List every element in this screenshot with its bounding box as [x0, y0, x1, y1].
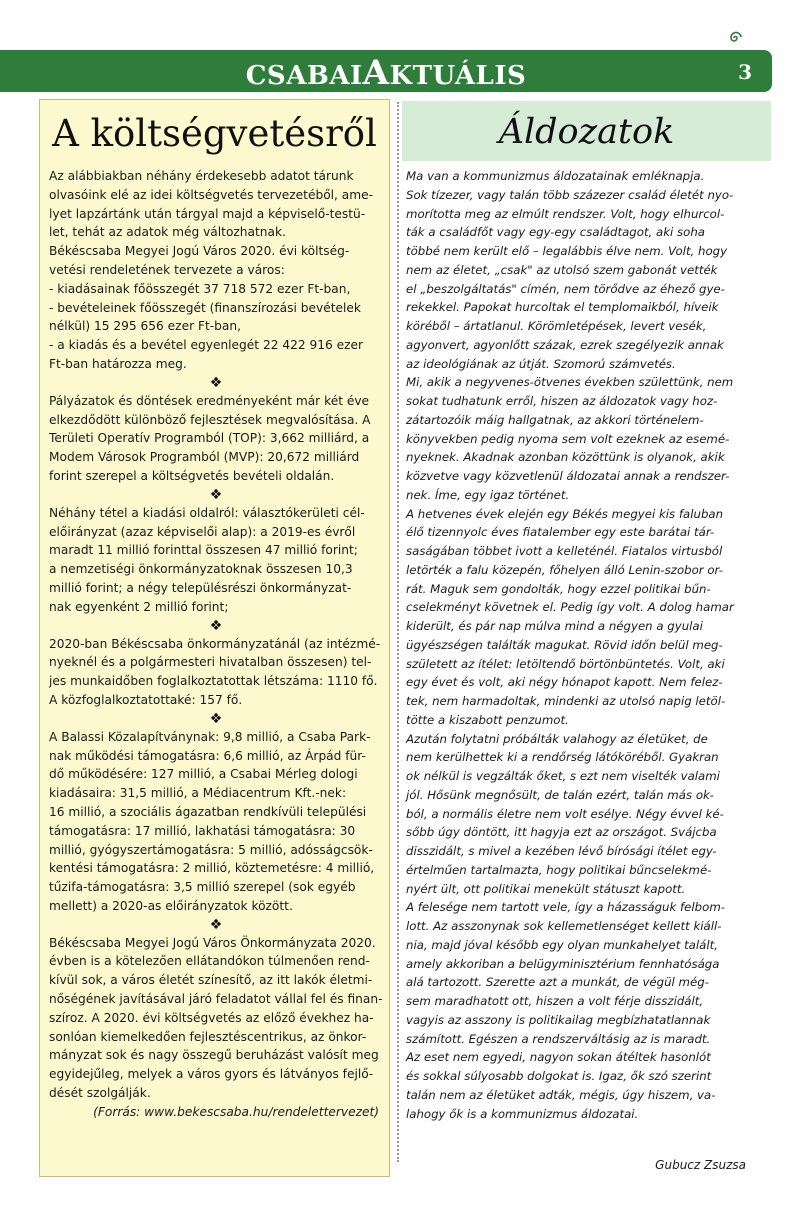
text-line: mellett) a 2020-as előirányzatok között. — [49, 898, 293, 913]
text-line: rekekkel. Papokat hurcoltak el templomaikból, híveik — [406, 300, 719, 315]
text-line: nak működési támogatásra: 6,6 millió, az Árpád für- — [49, 748, 366, 763]
text-line: jes munkaidőben foglalkoztatottak létszáma: 1110 fő. — [49, 674, 378, 689]
page-number: 3 — [738, 60, 752, 84]
author-name: Gubucz Zsuzsa — [655, 1158, 746, 1172]
text-line: cselekményt követnek el. Pedig így volt. A dolog hamar — [406, 600, 734, 615]
text-line: sőbb úgy döntött, itt hagyja ezt az országot. Svájcba — [406, 825, 717, 840]
text-line: ügyészségen találták magukat. Rövid időn belül meg- — [406, 637, 723, 652]
text-line: mányzat sok és nagy összegű beruházást valósít meg — [49, 1048, 379, 1063]
text-line: Ma van a kommunizmus áldozatainak emléknapja. — [406, 169, 705, 183]
ornament-divider: ❖ — [209, 710, 223, 727]
text-line: alá tartozott. Szerette azt a munkát, de végül még- — [406, 975, 709, 990]
column-divider — [397, 102, 399, 1162]
text-line: nyért ült, ott politikai menekült státuszt kapott. — [406, 881, 686, 896]
text-line: sem maradhatott ott, hiszen a volt férje disszidált, — [406, 994, 704, 1008]
text-line: Azután folytatni próbálták valahogy az életüket, de — [406, 731, 708, 746]
text-line: értelműen tartalmazta, hogy politikai bűncselekmé- — [406, 862, 712, 877]
text-line: nőségének javításával járó feladatot vállal fel és finan- — [49, 992, 383, 1007]
text-line: - a kiadás és a bevétel egyenlegét 22 422 916 ezer — [49, 338, 364, 353]
text-line: évben is a kötelezően ellátandókon túlmenően rend- — [49, 954, 370, 969]
ornament-divider: ❖ — [209, 916, 223, 933]
text-line: - kiadásainak főösszegét 37 718 572 ezer Ft-ban, — [49, 281, 351, 296]
text-line: többé nem került elő – legalábbis élve nem. Volt, hogy — [406, 244, 728, 258]
text-line: Békéscsaba Megyei Jogú Város 2020. évi költség- — [49, 244, 350, 259]
left-article-body — [49, 167, 383, 1122]
text-line: ból, a normális életre nem volt esélye. Négy évvel ké- — [406, 806, 724, 821]
text-line: - bevételeinek főösszegét (finanszírozási bevételek — [49, 300, 361, 315]
text-line: jól. Hősünk megnősült, de talán ezért, talán más ok- — [406, 787, 715, 802]
text-line: vetési rendeletének tervezete a város: — [49, 262, 285, 277]
text-line: amely akkoriban a belügyminisztérium fennhatósága — [406, 956, 720, 971]
text-line: Pályázatok és döntések eredményeként már két éve — [49, 393, 370, 408]
text-line: forint szerepel a költségvetés bevételi oldalán. — [49, 468, 335, 483]
text-line: Ft-ban határozza meg. — [49, 356, 187, 371]
text-line: maradt 11 millió forinttal összesen 47 millió forint; — [49, 543, 358, 558]
text-line: köréből – ártatlanul. Körömletépések, levert vesék, — [406, 319, 707, 333]
text-line: 2020-ban Békéscsaba önkormányzatánál (az intézmé- — [49, 636, 381, 651]
text-line: elkezdődött különböző fejlesztések megvalósítása. A — [49, 412, 371, 427]
text-line: lyet lapzártánk után tárgyal majd a képviselő-testü- — [49, 206, 366, 221]
text-line: morította meg az elmúlt rendszer. Volt, hogy elhurcol- — [406, 206, 725, 221]
text-line: sokat tudhatunk erről, hiszen az áldozatok vagy hoz- — [406, 394, 718, 408]
text-line: Modem Városok Programból (MVP): 20,672 milliárd — [49, 450, 360, 465]
text-line: nyeknél és a polgármesteri hivatalban összesen) tel- — [49, 655, 372, 670]
text-line: el „beszolgáltatás" címén, nem törődve az éhező gye- — [406, 281, 725, 296]
text-line: letörték a falu közepén, főhelyen álló Lenin-szobor or- — [406, 562, 723, 577]
right-article-body — [406, 167, 764, 1123]
masthead — [0, 50, 772, 92]
text-line: dését szolgálják. — [49, 1086, 151, 1101]
text-line: talán nem az életüket adták, mégis, úgy hiszem, va- — [406, 1087, 716, 1102]
text-line: a nemzetiségi önkormányzatoknak összesen 10,3 — [49, 562, 353, 577]
text-line: let, tehát az adatok még változhatnak. — [49, 225, 286, 240]
text-line: tötte a kiszabott penzumot. — [406, 712, 569, 727]
text-line: ták a családfőt vagy egy-egy családtagot, aki soha — [406, 225, 705, 240]
text-line: kívül sok, a város életét színesítő, az itt lakók életmi- — [49, 973, 373, 988]
text-line: szíroz. A 2020. évi költségvetés az előző évekhez ha- — [49, 1010, 374, 1025]
ornament-divider: ❖ — [209, 374, 223, 391]
text-line: és sokkal súlyosabb dolgokat is. Igaz, ők szó szerint — [406, 1069, 712, 1083]
text-line: Sok tízezer, vagy talán több százezer család életét nyo- — [406, 187, 734, 202]
text-line: Békéscsaba Megyei Jogú Város Önkormányzata 2020. — [49, 935, 376, 950]
text-line: Területi Operatív Programból (TOP): 3,662 milliárd, a — [49, 431, 370, 446]
text-line: kiadásaira: 31,5 millió, a Médiacentrum Kft.-nek: — [49, 786, 347, 801]
text-line: nak egyenként 2 millió forint; — [49, 599, 229, 614]
text-line: kentési támogatásra: 2 millió, köztemetésre: 4 millió, — [49, 861, 375, 876]
text-line: előirányzat (azaz képviselői alap): a 2019-es évről — [49, 524, 356, 539]
text-line: az ideológiának az útját. Szomorú számvetés. — [406, 356, 676, 371]
text-line: Az eset nem egyedi, nagyon sokan átéltek hasonlót — [406, 1050, 711, 1065]
text-line: nyeknek. Akadnak azonban közöttünk is olyanok, akik — [406, 450, 725, 465]
text-line: saságában többet ivott a kelleténél. Fiatalos virtusból — [406, 544, 723, 558]
text-line: A hetvenes évek elején egy Békés megyei kis faluban — [406, 506, 724, 521]
ornament-divider: ❖ — [209, 486, 223, 503]
spiral-logo-icon — [727, 31, 743, 45]
brand-part-1: CSABAI — [245, 61, 363, 91]
text-line: sonlóan kiemelkedően fejlesztéscentrikus, az önkor- — [49, 1029, 367, 1044]
text-line: nélkül) 15 295 656 ezer Ft-ban, — [49, 319, 241, 334]
text-line: nia, majd jóval később egy olyan munkahelyet talált, — [406, 937, 718, 952]
text-line: 16 millió, a szociális ágazatban rendkívüli települési — [49, 804, 367, 819]
text-line: nem kerülhettek ki a rendőrség látóköréből. Gyakran — [406, 750, 719, 765]
text-line: élő tizennyolc éves fiatalember egy este barátai tár- — [406, 525, 715, 540]
text-line: egy évet és volt, aki négy hónapot kapott. Nem felez- — [406, 675, 723, 690]
text-line: nek. Íme, egy igaz történet. — [406, 487, 570, 502]
text-line: A közfoglalkoztatottaké: 157 fő. — [49, 692, 243, 707]
source-line: (Forrás: www.bekescsaba.hu/rendelettervezet) — [93, 1104, 379, 1119]
text-line: tűzifa-támogatásra: 3,5 millió szerepel (sok egyéb — [49, 880, 356, 895]
text-line: dő működésére: 127 millió, a Csabai Mérleg dologi — [49, 767, 358, 782]
brand-part-2: KTUÁLIS — [389, 61, 527, 91]
text-line: ok nélkül is vegzálták őket, s ezt nem viselték valami — [406, 769, 720, 783]
text-line: lahogy ők is a kommunizmus áldozatai. — [406, 1106, 639, 1121]
text-line: számított. Egészen a rendszerváltásig az is maradt. — [406, 1031, 711, 1046]
text-line: közvetve vagy közvetlenül áldozatai annak a rendszer- — [406, 469, 730, 483]
text-line: millió, gyógyszertámogatásra: 5 millió, adósságcsök- — [49, 842, 373, 857]
text-line: Mi, akik a negyvenes-ötvenes években születtünk, nem — [406, 375, 734, 390]
text-line: A felesége nem tartott vele, így a házasságuk felbom- — [406, 900, 726, 915]
text-line: rát. Maguk sem gondolták, hogy ezzel politikai bűn- — [406, 581, 711, 596]
text-line: született az ítélet: letöltendő börtönbüntetés. Volt, aki — [406, 656, 725, 671]
text-line: kiderült, és pár nap múlva mind a négyen a gyulai — [406, 619, 703, 633]
text-line: Az alábbiakban néhány érdekesebb adatot tárunk — [49, 169, 354, 183]
text-line: egyidejűleg, melyek a város gyors és látványos fejlő- — [49, 1067, 374, 1082]
text-line: agyonvert, agyonlőtt százak, ezrek szegélyezik annak — [406, 337, 724, 352]
text-line: támogatásra: 17 millió, lakhatási támogatásra: 30 — [49, 823, 356, 838]
text-line: disszidált, s mivel a kezében lévő bírósági ítélet egy- — [406, 844, 717, 858]
text-line: zátartozóik máig hallgatnak, az akkori történelem- — [406, 412, 704, 427]
ornament-divider: ❖ — [209, 617, 223, 634]
text-line: millió forint; a négy településrészi önkormányzat- — [49, 580, 352, 595]
left-article-title: A költségvetésről — [52, 112, 377, 155]
brand-cap: A — [362, 53, 390, 93]
text-line: könyvekben pedig nyoma sem volt ezeknek az esemé- — [406, 431, 730, 446]
text-line: nem az életet, „csak" az utolsó szem gabonát vették — [406, 262, 718, 277]
text-line: Néhány tétel a kiadási oldalról: választókerületi cél- — [49, 505, 365, 520]
text-line: tek, nem harmadoltak, mindenki az utolsó napig letöl- — [406, 694, 726, 708]
text-line: A Balassi Közalapítványnak: 9,8 millió, a Csaba Park- — [49, 729, 371, 744]
text-line: vagyis az asszony is politikailag megbízhatatlannak — [406, 1012, 711, 1027]
right-article-title: Áldozatok — [498, 112, 675, 152]
text-line: lott. Az asszonynak sok kellemetlenséget kellett kiáll- — [406, 919, 722, 933]
text-line: olvasóink elé az idei költségvetés tervezetéből, ame- — [49, 187, 374, 202]
